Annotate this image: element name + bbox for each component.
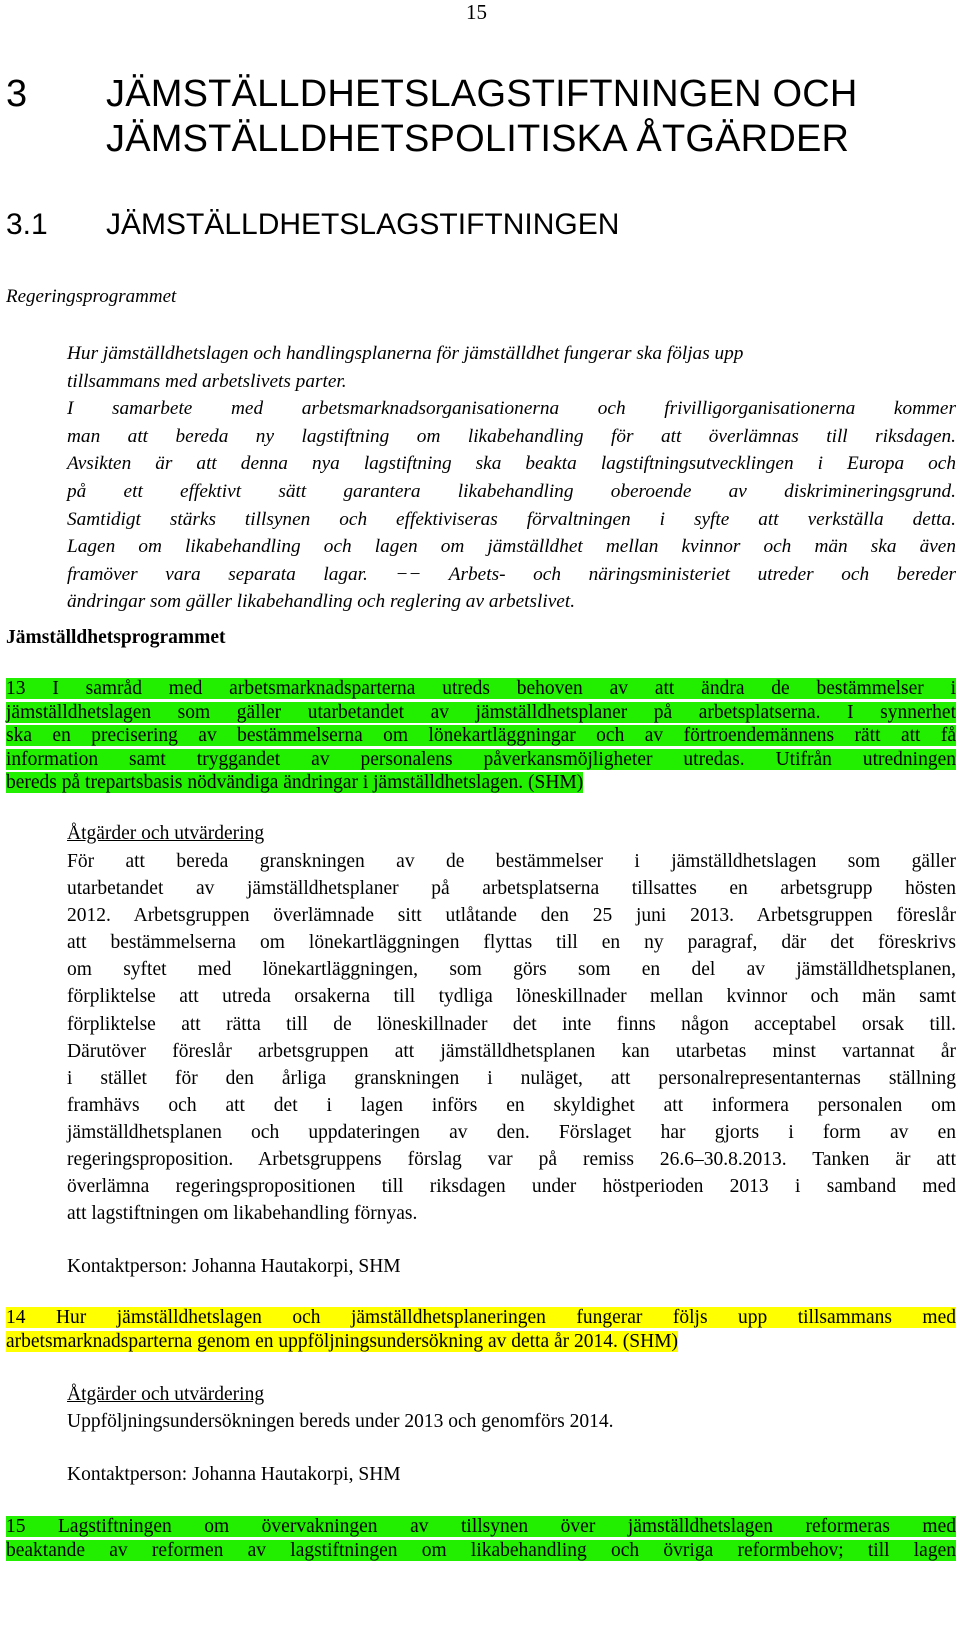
body-line: utarbetandet av jämställdhetsplaner på arbetsplatserna tillsattes en arbetsgrupp hösten [67, 878, 956, 900]
quote-line: Samtidigt stärks tillsynen och effektiviseras förvaltningen i syfte att verkställa detta. [67, 508, 956, 530]
measure-13-atgarder-title: Åtgärder och utvärdering [67, 823, 265, 844]
body-line: Därutöver föreslår arbetsgruppen att jämställdhetsplanen kan utarbetas minst vartannat år [67, 1040, 956, 1062]
measure-14-atgarder-title: Åtgärder och utvärdering [67, 1384, 265, 1405]
quote-line: tillsammans med arbetslivets parter. [67, 370, 347, 392]
regeringsprogrammet-label: Regeringsprogrammet [6, 286, 177, 307]
quote-line: Avsikten är att denna nya lagstiftning ska beakta lagstiftningsutvecklingen i Europa och [67, 453, 956, 475]
body-line: förpliktelse att rätta till de löneskillnader det inte finns någon acceptabel orsak till. [67, 1013, 956, 1035]
quote-line: framöver vara separata lagar. −− Arbets- och näringsministeriet utreder och bereder [67, 563, 956, 585]
measure-line: bereds på trepartsbasis nödvändiga ändringar i jämställdhetslagen. (SHM) [6, 772, 584, 793]
quote-line: man att bereda ny lagstiftning om likabehandling för att överlämnas till riksdagen. [67, 425, 956, 447]
measure-14-atgarder-text: Uppföljningsundersökningen bereds under 2013 och genomförs 2014. [67, 1411, 614, 1432]
section-title: JÄMSTÄLLDHETSLAGSTIFTNINGEN [106, 208, 620, 241]
measure-line: ska en precisering av bestämmelserna om lönekartläggningar och av förtroendemännens rätt att få [6, 725, 956, 746]
measure-line: 14 Hur jämställdhetslagen och jämställdhetsplaneringen fungerar följs upp tillsammans med [6, 1307, 956, 1328]
chapter-number: 3 [6, 73, 28, 115]
page-number: 15 [466, 0, 487, 24]
measure-line: arbetsmarknadsparterna genom en uppföljningsundersökning av detta år 2014. (SHM) [6, 1330, 679, 1352]
regeringsprogrammet-quote [67, 340, 956, 616]
jamstalldhetsprogrammet-label: Jämställdhetsprogrammet [6, 627, 226, 648]
body-line: om syftet med lönekartläggningen, som görs som en del av jämställdhetsplanen, [67, 959, 956, 981]
quote-line: Lagen om likabehandling och lagen om jämställdhet mellan kvinnor och män ska även [67, 536, 956, 558]
quote-line: I samarbete med arbetsmarknadsorganisationerna och frivilligorganisationerna kommer [67, 398, 956, 420]
measure-14 [6, 1306, 956, 1353]
quote-line: Hur jämställdhetslagen och handlingsplanerna för jämställdhet fungerar ska följas upp [67, 343, 744, 364]
section-heading [6, 206, 619, 244]
measure-13-atgarder-text [67, 848, 956, 1227]
measure-line: 13 I samråd med arbetsmarknadsparterna utreds behoven av att ändra de bestämmelser i [6, 678, 956, 699]
measure-line: information samt tryggandet av personalens påverkansmöjligheter utredas. Utifrån utredningen [6, 748, 956, 770]
chapter-title-line-1: JÄMSTÄLLDHETSLAGSTIFTNINGEN OCH [106, 73, 858, 115]
measure-line: beaktande av reformen av lagstiftningen om likabehandling och övriga reformbehov; till lagen [6, 1539, 956, 1561]
quote-line: ändringar som gäller likabehandling och reglering av arbetslivet. [67, 591, 576, 613]
quote-line: på ett effektivt sätt garantera likabehandling oberoende av diskrimineringsgrund. [67, 480, 956, 502]
measure-14-contact: Kontaktperson: Johanna Hautakorpi, SHM [67, 1464, 401, 1485]
chapter-heading [6, 72, 946, 162]
body-line: överlämna regeringspropositionen till riksdagen under höstperioden 2013 i samband med [67, 1176, 956, 1198]
body-line: att bestämmelserna om lönekartläggningen flyttas till en ny paragraf, där det föreskrivs [67, 932, 956, 954]
body-line: förpliktelse att utreda orsakerna till tydliga löneskillnader mellan kvinnor och män samt [67, 986, 956, 1008]
body-line: jämställdhetsplanen och uppdateringen av den. Förslaget har gjorts i form av en [67, 1121, 956, 1143]
body-line: För att bereda granskningen av de bestämmelser i jämställdhetslagen som gäller [67, 851, 956, 872]
measure-13-contact: Kontaktperson: Johanna Hautakorpi, SHM [67, 1256, 401, 1277]
body-line: 2012. Arbetsgruppen överlämnade sitt utlåtande den 25 juni 2013. Arbetsgruppen föreslår [67, 905, 956, 927]
measure-line: 15 Lagstiftningen om övervakningen av tillsynen över jämställdhetslagen reformeras med [6, 1516, 956, 1537]
body-line: framhävs och att det i lagen införs en skyldighet att informera personalen om [67, 1094, 956, 1116]
measure-13 [6, 677, 956, 795]
chapter-title-line-2: JÄMSTÄLLDHETSPOLITISKA ÅTGÄRDER [106, 118, 850, 160]
measure-15 [6, 1515, 956, 1562]
measure-line: jämställdhetslagen som gäller utarbetandet av jämställdhetsplaner på arbetsplatserna. I synnerhet [6, 701, 956, 723]
body-line: i stället för den årliga granskningen i nuläget, att personalrepresentanternas ställning [67, 1067, 956, 1089]
body-line: att lagstiftningen om likabehandling förnyas. [67, 1203, 418, 1225]
body-line: regeringsproposition. Arbetsgruppens förslag var på remiss 26.6–30.8.2013. Tanken är att [67, 1149, 956, 1171]
section-number: 3.1 [6, 208, 48, 241]
